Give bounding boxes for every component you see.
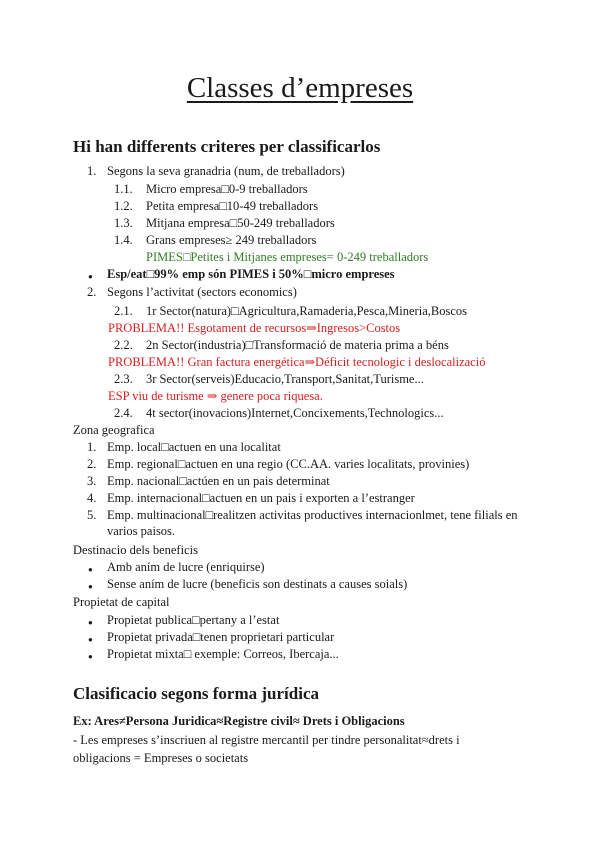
list-number: 1. (87, 164, 97, 178)
propietat-item: ● Propietat publica□pertany a l’estat (107, 612, 279, 628)
section-heading-criteria: Hi han differents criteres per classificarlos (73, 137, 381, 156)
list-item-text: Emp. regional□actuen en una regio (CC.AA. varies localitats, provinies) (107, 457, 470, 471)
legal-example: Ex: Ares≠Persona Juridica≈Registre civil≈ Drets i Obligacions (73, 714, 405, 728)
sub-number: 1.1. (114, 182, 133, 196)
section-heading-legal-form: Clasificacio segons forma jurídica (73, 684, 319, 703)
propietat-item: ● Propietat mixta□ exemple: Correos, Ibercaja... (107, 646, 339, 662)
sub-item-text: 3r Sector(serveis)Educacio,Transport,Sanitat,Turisme... (146, 372, 424, 386)
sub-item-micro (114, 181, 308, 197)
destinacio-item: ● Amb aním de lucre (enriquirse) (107, 559, 265, 575)
sub-number: 1.3. (114, 216, 133, 230)
heading-propietat: Propietat de capital (73, 595, 170, 609)
sub-item-text: 1r Sector(natura)□Agricultura,Ramaderia,Pesca,Mineria,Boscos (146, 304, 467, 318)
heading-destinacio: Destinacio dels beneficis (73, 543, 198, 557)
list-item-text: Emp. internacional□actuen en un pais i exporten a l’estranger (107, 491, 415, 505)
list-item-text: Emp. nacional□actúen en un pais determinat (107, 474, 330, 488)
propietat-item: ● Propietat privada□tenen proprietari particular (107, 629, 334, 645)
problem-note-1: PROBLEMA!! Esgotament de recursos⇒Ingresos>Costos (108, 321, 401, 335)
sub-number: 2.2. (114, 338, 133, 352)
list-number: 2. (87, 285, 97, 299)
sub-item-text: Petita empresa□10-49 treballadors (146, 199, 319, 213)
heading-zona: Zona geografica (73, 423, 155, 437)
problem-note-3: ESP viu de turisme ⇒ genere poca riquesa. (108, 389, 323, 403)
zona-item (87, 507, 527, 539)
list-number: 1. (87, 440, 97, 454)
sub-item-text: Grans empreses≥ 249 treballadors (146, 233, 317, 247)
sub-item-petita (114, 198, 318, 214)
sub-item-sector1 (114, 303, 467, 319)
sub-item-text: 4t sector(inovacions)Internet,Concixements,Technologics... (146, 406, 444, 420)
pimes-note: PIMES□Petites i Mitjanes empreses= 0-249 treballadors (146, 250, 429, 264)
sub-number: 1.4. (114, 233, 133, 247)
sub-item-sector4 (114, 405, 444, 421)
sub-item-sector2 (114, 337, 449, 353)
sub-number: 2.3. (114, 372, 133, 386)
zona-item (87, 473, 330, 489)
list-item-text: Emp. local□actuen en una localitat (107, 440, 281, 454)
list-number: 2. (87, 457, 97, 471)
sub-item-text: Mitjana empresa□50-249 treballadors (146, 216, 335, 230)
sub-number: 2.4. (114, 406, 133, 420)
bullet-esp-pimes: ● Esp/eat□99% emp són PIMES i 50%□micro empreses (107, 266, 395, 282)
sub-item-text: Micro empresa□0-9 treballadors (146, 182, 308, 196)
sub-item-mitjana (114, 215, 335, 231)
sub-item-sector3 (114, 371, 424, 387)
legal-paragraph: - Les empreses s’inscriuen al registre mercantil per tindre personalitat≈drets i obligacions = Empreses o societats (73, 733, 460, 765)
zona-item (87, 490, 415, 506)
list-number: 3. (87, 474, 97, 488)
list-item-text: Emp. multinacional□realitzen activitas productives internacionlmet, tene filials en varios paisos. (107, 508, 518, 538)
list-item-text: Segons l’activitat (sectors economics) (107, 285, 297, 299)
problem-note-2: PROBLEMA!! Gran factura energética⇒Déficit tecnologic i deslocalizació (108, 355, 486, 369)
list-number: 4. (87, 491, 97, 505)
list-number: 5. (87, 508, 97, 522)
zona-item (87, 456, 469, 472)
sub-item-grans (114, 232, 316, 248)
zona-item (87, 439, 281, 455)
list-item-size (87, 163, 345, 179)
sub-item-text: 2n Sector(industria)□Transformació de materia prima a béns (146, 338, 449, 352)
page-title: Classes d’empreses (186, 72, 414, 104)
sub-number: 2.1. (114, 304, 133, 318)
list-item-text: Segons la seva granadria (num, de treballadors) (107, 164, 345, 178)
sub-number: 1.2. (114, 199, 133, 213)
list-item-activity (87, 284, 297, 300)
destinacio-item: ● Sense aním de lucre (beneficis son destinats a causes soials) (107, 576, 407, 592)
